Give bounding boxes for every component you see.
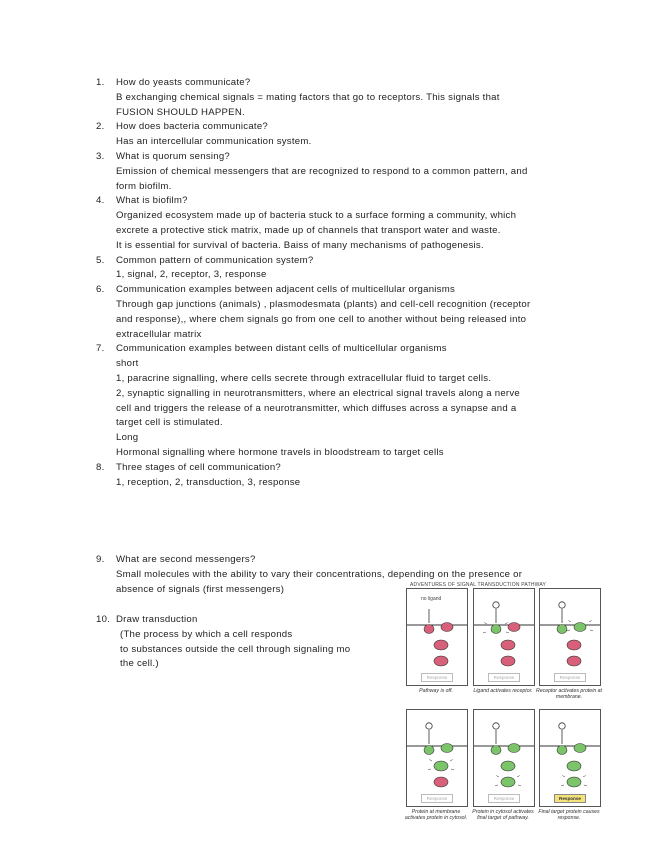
- answer-line: B exchanging chemical signals = mating factors that go to receptors. This signals that: [116, 91, 500, 103]
- activation-mark: [483, 632, 486, 633]
- target-protein: [434, 777, 448, 787]
- activation-mark: [562, 776, 565, 778]
- answer-line: Hormonal signalling where hormone travels in bloodstream to target cells: [116, 446, 444, 458]
- response-box: Response: [554, 794, 586, 803]
- cytosol-protein: [501, 761, 515, 771]
- panel-drawing: [474, 710, 534, 794]
- cytosol-protein: [434, 761, 448, 771]
- question-item: [96, 461, 596, 491]
- question-number: 6.: [96, 284, 105, 296]
- receptor: [557, 625, 567, 634]
- panel-drawing: [540, 589, 600, 673]
- answer-text: [116, 357, 596, 461]
- activation-mark: [518, 785, 521, 786]
- question-number: 8.: [96, 461, 105, 473]
- activation-mark: [496, 776, 499, 778]
- answer-line: It is essential for survival of bacteria. Baiss of many mechanisms of pathogenesis.: [116, 239, 484, 251]
- question-number: 10.: [96, 614, 111, 625]
- activation-mark: [589, 621, 592, 623]
- activation-mark: [506, 632, 509, 633]
- question-item: [96, 150, 596, 194]
- receptor: [491, 625, 501, 634]
- question-item: [96, 120, 596, 150]
- answer-line: form biofilm.: [116, 180, 172, 192]
- figure-title: ADVENTURES OF SIGNAL TRANSDUCTION PATHWAY: [410, 582, 547, 588]
- panel-caption: Final target protein causes response.: [538, 809, 600, 822]
- answer-line: 2, synaptic signalling in neurotransmitters, where an electrical signal travels along a nerve: [116, 387, 520, 399]
- activation-mark: [495, 785, 498, 786]
- response-box: Response: [488, 673, 520, 682]
- answer-line: Has an intercellular communication system.: [116, 136, 312, 148]
- response-box: Response: [554, 673, 586, 682]
- activation-mark: [583, 776, 586, 778]
- response-box: Response: [421, 673, 453, 682]
- cytosol-protein: [567, 640, 581, 650]
- question-number: 3.: [96, 150, 105, 162]
- panel-caption: Receptor activates protein at membrane.: [535, 688, 603, 701]
- transduction-panel: [406, 588, 468, 686]
- membrane-protein: [441, 623, 453, 632]
- membrane-protein: [574, 623, 586, 632]
- question-text: How does bacteria communicate?: [116, 121, 269, 133]
- panel-caption: Protein at membrane activates protein in cytosol.: [404, 809, 468, 822]
- answer-line: and response),, where chem signals go from one cell to another without being released into: [116, 313, 527, 325]
- transduction-panel: [473, 588, 535, 686]
- receptor: [424, 746, 434, 755]
- activation-mark: [567, 630, 570, 631]
- activation-mark: [484, 623, 487, 625]
- activation-mark: [561, 785, 564, 786]
- question-text: What are second messengers?: [116, 554, 256, 565]
- target-protein: [567, 777, 581, 787]
- ligand-molecule: [493, 723, 499, 729]
- transduction-panel: [539, 588, 601, 686]
- answer-line: short: [116, 358, 139, 370]
- answer-text: [116, 476, 596, 491]
- receptor: [491, 746, 501, 755]
- answer-line: 1, paracrine signalling, where cells secrete through extracellular fluid to target cells.: [116, 372, 492, 384]
- ligand-molecule: [493, 602, 499, 608]
- ligand-molecule: [559, 602, 565, 608]
- transduction-panel: [473, 709, 535, 807]
- answer-line: the cell.): [120, 658, 159, 670]
- activation-mark: [450, 760, 453, 762]
- question-number: 4.: [96, 195, 105, 207]
- question-number: 1.: [96, 77, 105, 88]
- question-item: [96, 254, 596, 284]
- membrane-protein: [441, 744, 453, 753]
- transduction-panel: [406, 709, 468, 807]
- question-number: 7.: [96, 343, 105, 355]
- panel-drawing: [407, 710, 467, 794]
- question-number: 5.: [96, 254, 105, 266]
- answer-line: absence of signals (first messengers): [116, 583, 285, 595]
- cytosol-protein: [567, 761, 581, 771]
- question-10: [96, 613, 386, 672]
- question-text: What is biofilm?: [116, 195, 188, 207]
- receptor: [557, 746, 567, 755]
- response-box: Response: [421, 794, 453, 803]
- activation-mark: [568, 621, 571, 623]
- answer-line: Through gap junctions (animals) , plasmodesmata (plants) and cell-cell recognition (receptor: [116, 298, 531, 310]
- signal-transduction-figure: [404, 582, 604, 822]
- answer-line: to substances outside the cell through signaling mo: [120, 643, 351, 655]
- question-text: What is quorum sensing?: [116, 150, 230, 162]
- panel-drawing: [474, 589, 534, 673]
- target-protein: [567, 656, 581, 666]
- activation-mark: [517, 776, 520, 778]
- question-text: Communication examples between adjacent cells of multicellular organisms: [116, 284, 456, 296]
- panel-caption: Protein in cytosol activates final target of pathway.: [472, 809, 534, 822]
- activation-mark: [428, 769, 431, 770]
- question-text: Three stages of cell communication?: [116, 461, 281, 473]
- cytosol-protein: [434, 640, 448, 650]
- membrane-protein: [508, 744, 520, 753]
- response-box: Response: [488, 794, 520, 803]
- activation-mark: [505, 623, 508, 625]
- target-protein: [501, 777, 515, 787]
- answer-line: cell and triggers the release of a neurotransmitter, which diffuses across a synapse and a: [116, 402, 517, 414]
- answer-text: [116, 628, 386, 672]
- answer-text: [116, 135, 596, 150]
- target-protein: [434, 656, 448, 666]
- ligand-molecule: [559, 723, 565, 729]
- question-text: Common pattern of communication system?: [116, 254, 314, 266]
- answer-text: [116, 209, 596, 253]
- receptor: [424, 625, 434, 634]
- answer-line: 1, signal, 2, receptor, 3, response: [116, 269, 267, 281]
- answer-text: [116, 91, 596, 121]
- membrane-protein: [574, 744, 586, 753]
- answer-text: [116, 268, 596, 283]
- no-ligand-label: no ligand: [421, 596, 442, 602]
- answer-line: FUSION SHOULD HAPPEN.: [116, 106, 245, 118]
- target-protein: [501, 656, 515, 666]
- question-item: [96, 342, 596, 460]
- question-item: [96, 283, 596, 342]
- answer-line: target cell is stimulated.: [116, 417, 223, 429]
- activation-mark: [590, 630, 593, 631]
- activation-mark: [451, 769, 454, 770]
- question-number: 9.: [96, 554, 105, 565]
- question-item: [96, 76, 596, 120]
- cytosol-protein: [501, 640, 515, 650]
- answer-text: [116, 298, 596, 342]
- ligand-molecule: [426, 723, 432, 729]
- answer-line: extracellular matrix: [116, 328, 202, 340]
- answer-line: Long: [116, 432, 139, 444]
- answer-line: Emission of chemical messengers that are recognized to respond to a common pattern, and: [116, 165, 528, 177]
- answer-text: [116, 165, 596, 195]
- panel-caption: Ligand activates receptor.: [473, 688, 533, 694]
- question-list: [96, 76, 596, 490]
- question-item: [96, 194, 596, 253]
- question-number: 2.: [96, 121, 105, 133]
- activation-mark: [429, 760, 432, 762]
- transduction-panel: [539, 709, 601, 807]
- answer-line: excrete a protective stick matrix, made up of channels that transport water and waste.: [116, 224, 501, 236]
- membrane-protein: [508, 623, 520, 632]
- question-text: How do yeasts communicate?: [116, 77, 251, 88]
- panel-caption: Pathway is off.: [419, 688, 453, 694]
- activation-mark: [584, 785, 587, 786]
- answer-line: (The process by which a cell responds: [120, 628, 293, 640]
- answer-line: Organized ecosystem made up of bacteria stuck to a surface forming a community, which: [116, 210, 517, 222]
- question-text: Communication examples between distant cells of multicellular organisms: [116, 343, 447, 355]
- question-text: Draw transduction: [116, 614, 198, 625]
- answer-line: 1, reception, 2, transduction, 3, response: [116, 476, 301, 488]
- answer-line: Small molecules with the ability to vary their concentrations, depending on the presence or: [116, 568, 523, 580]
- panel-drawing: [540, 710, 600, 794]
